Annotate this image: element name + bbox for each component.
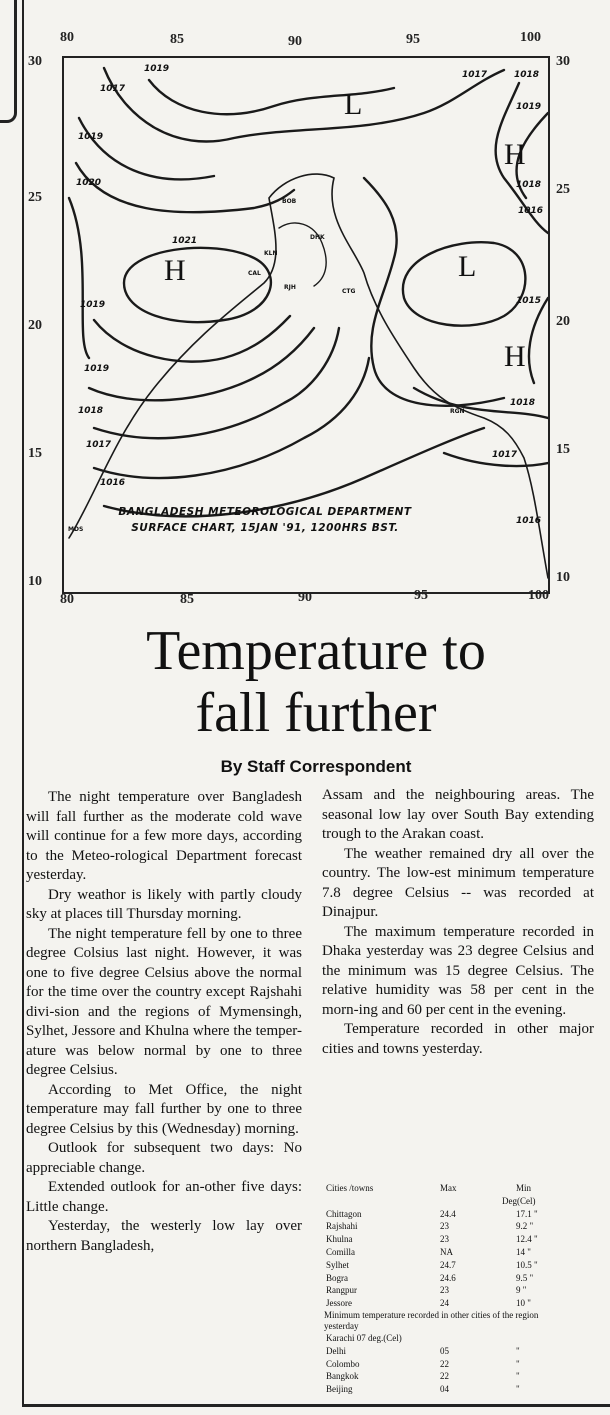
top-tick: 90 xyxy=(288,34,302,49)
min-cell: 14 " xyxy=(516,1246,531,1257)
min-cell: 9.2 " xyxy=(516,1221,534,1232)
paragraph: Dry weathor is likely with partly cloudy sky at places till Thursday morning. xyxy=(26,886,302,922)
isobar-label: 1017 xyxy=(462,70,488,80)
city-cell: Bangkok xyxy=(326,1371,359,1382)
column-header: Min xyxy=(516,1183,532,1193)
table-row xyxy=(324,1345,564,1358)
top-tick: 85 xyxy=(170,32,184,47)
paragraph: Temperature recorded in other major cities and towns yesterday. xyxy=(322,1021,594,1057)
unit-label: Deg(Cel) xyxy=(502,1195,536,1206)
article-column-right xyxy=(322,786,594,1059)
isobar-label: 1016 xyxy=(100,478,126,488)
region-header: Karachi 07 deg.(Cel) xyxy=(326,1332,402,1343)
paragraph: Outlook for subsequent two days: No appreciable change. xyxy=(26,1140,302,1176)
city-cell: Rajshahi xyxy=(326,1221,358,1232)
table-row xyxy=(324,1259,564,1272)
left-tick: 15 xyxy=(28,446,42,461)
right-tick: 30 xyxy=(556,54,570,69)
isobar-label: 1018 xyxy=(78,406,104,416)
table-unit-row xyxy=(324,1195,564,1208)
headline xyxy=(22,620,610,744)
table-header-row xyxy=(324,1182,564,1195)
top-tick: 100 xyxy=(520,30,541,45)
right-tick: 25 xyxy=(556,182,570,197)
paragraph: Extended outlook for an-other five days: Little change. xyxy=(26,1179,302,1215)
paragraph: The weather remained dry all over the country. The low-est minimum temperature 7.8 degree Celsius -- was recorded at Dinajpur. xyxy=(322,845,594,920)
map-caption-line1: BANGLADESH METEOROLOGICAL DEPARTMENT xyxy=(118,506,412,518)
max-cell: 23 xyxy=(440,1234,449,1245)
low-pressure-marker: L xyxy=(458,250,477,283)
table-row xyxy=(324,1246,564,1259)
min-cell: 22 xyxy=(440,1358,449,1369)
city-label: RGN xyxy=(450,408,465,415)
bottom-tick: 80 xyxy=(60,592,74,607)
city-cell: Khulna xyxy=(326,1234,353,1245)
high-pressure-marker: H xyxy=(504,138,526,171)
max-cell: 23 xyxy=(440,1285,449,1296)
isobar-label: 1019 xyxy=(144,64,170,74)
table-row xyxy=(324,1358,564,1371)
left-tick: 20 xyxy=(28,318,42,333)
mark-cell: " xyxy=(516,1358,520,1369)
paragraph: Assam and the neighbouring areas. The seasonal low lay over South Bay extending trough to the Arakan coast. xyxy=(322,787,594,842)
min-cell: 12.4 " xyxy=(516,1234,538,1245)
city-cell: Bogra xyxy=(326,1272,348,1283)
top-tick: 80 xyxy=(60,30,74,45)
table-row xyxy=(324,1272,564,1285)
isobar-label: 1016 xyxy=(518,206,544,216)
temperature-table xyxy=(324,1182,564,1396)
city-cell: Sylhet xyxy=(326,1259,350,1270)
isobar-label: 1017 xyxy=(86,440,112,450)
isobar-label: 1017 xyxy=(492,450,518,460)
isobar-label: 1019 xyxy=(80,300,106,310)
page-corner-mark xyxy=(0,0,17,123)
max-cell: 24.7 xyxy=(440,1259,456,1270)
min-cell: 10 " xyxy=(516,1298,531,1309)
min-cell: 9.5 " xyxy=(516,1272,534,1283)
city-label: RJH xyxy=(284,284,296,291)
min-cell: 17.1 " xyxy=(516,1208,538,1219)
isobar-label: 1019 xyxy=(84,364,110,374)
table-row xyxy=(324,1233,564,1246)
min-cell: 10.5 " xyxy=(516,1259,538,1270)
city-label: CAL xyxy=(248,270,261,277)
right-tick: 15 xyxy=(556,442,570,457)
max-cell: NA xyxy=(440,1246,453,1257)
bottom-tick: 100 xyxy=(528,588,549,603)
paragraph: The maximum temperature recorded in Dhaka yesterday was 23 degree Celsius and the minimum was 15 degree Celsius. The relative humidity was 58 per cent in the morn-ing and 60 per cent in the evening. xyxy=(322,923,594,1018)
table-row xyxy=(324,1284,564,1297)
isobar-label: 1021 xyxy=(172,236,198,246)
region-header-row xyxy=(324,1332,564,1345)
isobar-label: 1017 xyxy=(100,84,126,94)
bottom-tick: 85 xyxy=(180,592,194,607)
city-cell: Delhi xyxy=(326,1345,346,1356)
isobar-label: 1015 xyxy=(516,296,542,306)
isobar-label: 1018 xyxy=(516,180,542,190)
table-row xyxy=(324,1297,564,1310)
bottom-tick: 95 xyxy=(414,588,428,603)
isobar-label: 1018 xyxy=(510,398,536,408)
max-cell: 24.6 xyxy=(440,1272,456,1283)
city-cell: Jessore xyxy=(326,1298,352,1309)
high-pressure-marker: H xyxy=(504,340,526,373)
city-cell: Rangpur xyxy=(326,1285,357,1296)
isobar-label: 1019 xyxy=(516,102,542,112)
city-label: MDS xyxy=(68,526,84,533)
isobar-label: 1018 xyxy=(514,70,540,80)
mark-cell: " xyxy=(516,1345,520,1356)
min-cell: 05 xyxy=(440,1345,449,1356)
city-label: KLN xyxy=(264,250,278,257)
city-label: CTG xyxy=(342,288,356,295)
isobar-label: 1020 xyxy=(76,178,102,188)
city-label: DHK xyxy=(310,234,325,241)
city-cell: Colombo xyxy=(326,1358,360,1369)
city-cell: Beijing xyxy=(326,1384,353,1395)
max-cell: 23 xyxy=(440,1221,449,1232)
right-tick: 10 xyxy=(556,570,570,585)
column-header: Cities /towns xyxy=(326,1183,374,1193)
right-tick: 20 xyxy=(556,314,570,329)
min-cell: 22 xyxy=(440,1371,449,1382)
left-tick: 30 xyxy=(28,54,42,69)
left-tick: 10 xyxy=(28,574,42,589)
map-caption-line2: SURFACE CHART, 15JAN '91, 1200HRS BST. xyxy=(131,522,399,534)
article-column-left xyxy=(26,788,302,1256)
table-row xyxy=(324,1208,564,1221)
low-pressure-marker: L xyxy=(344,88,363,121)
table-row xyxy=(324,1220,564,1233)
table-note: Minimum temperature recorded in other cities of the region yesterday xyxy=(324,1309,539,1331)
city-cell: Comilla xyxy=(326,1246,355,1257)
top-tick: 95 xyxy=(406,32,420,47)
city-label: BOB xyxy=(282,198,297,205)
left-tick: 25 xyxy=(28,190,42,205)
column-header: Max xyxy=(440,1183,457,1193)
mark-cell: " xyxy=(516,1371,520,1382)
bottom-tick: 90 xyxy=(298,590,312,605)
table-row xyxy=(324,1370,564,1383)
headline-line1: Temperature to xyxy=(146,620,486,682)
max-cell: 24 xyxy=(440,1298,449,1309)
byline: By Staff Correspondent xyxy=(220,757,412,776)
surface-chart-map xyxy=(20,18,610,608)
paragraph: The night temperature fell by one to three degree Colsius last night. However, it was one to five degree Celsius above the normal for the time over the country except Rajshahi divi-sion and the regions of Mymensingh, Sylhet, Jessore and Khulna where the temper-ature was below normal by one to three degree Celsius. xyxy=(26,925,302,1078)
paragraph: Yesterday, the westerly low lay over northern Bangladesh, xyxy=(26,1218,302,1254)
mark-cell: " xyxy=(516,1384,520,1395)
paragraph: The night temperature over Bangladesh will fall further as the moderate cold wave will continue for a few more days, according to the Meteo-rological Department forecast yesterday. xyxy=(26,789,302,883)
isobar-label: 1019 xyxy=(78,132,104,142)
city-cell: Chittagon xyxy=(326,1208,362,1219)
min-cell: 04 xyxy=(440,1384,449,1395)
table-row xyxy=(324,1383,564,1396)
isobar-label: 1016 xyxy=(516,516,542,526)
max-cell: 24.4 xyxy=(440,1208,456,1219)
high-pressure-marker: H xyxy=(164,254,186,287)
map-caption xyxy=(80,504,450,536)
paragraph: According to Met Office, the night temperature may fall further by one to three degree Celsius by this (Wednesday) morning. xyxy=(26,1081,302,1137)
frame-bottom-rule xyxy=(22,1404,610,1407)
min-cell: 9 " xyxy=(516,1285,527,1296)
headline-line2: fall further xyxy=(195,682,437,744)
